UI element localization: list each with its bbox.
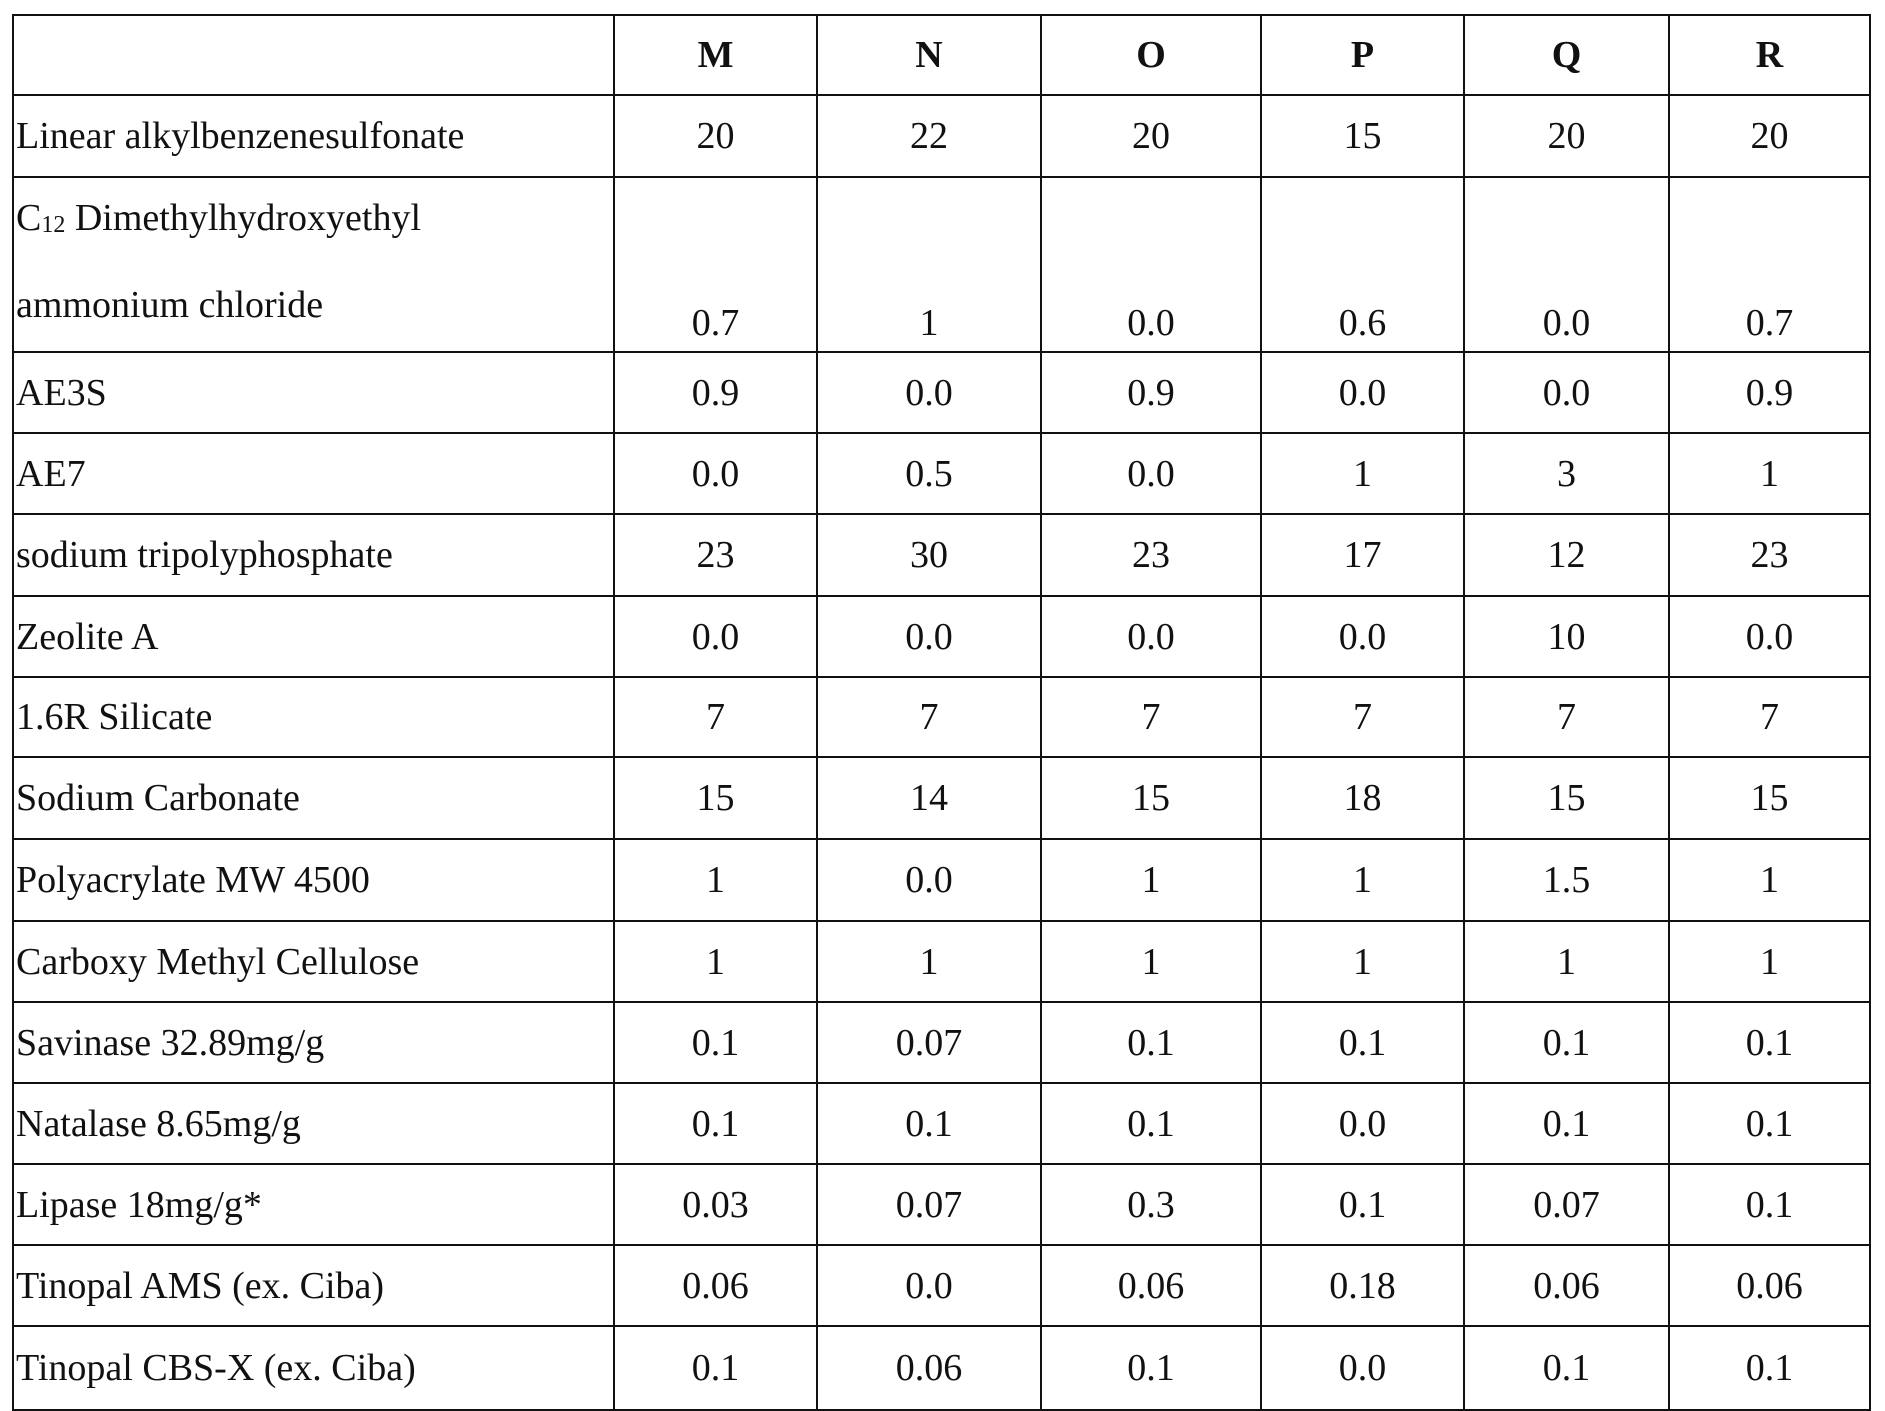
row-label: Sodium Carbonate <box>13 757 614 839</box>
table-row <box>13 95 1870 177</box>
cell-value: 1 <box>1041 839 1261 921</box>
cell-value: 1 <box>1669 433 1870 514</box>
cell-value: 0.1 <box>1669 1326 1870 1410</box>
cell-value: 20 <box>614 95 817 177</box>
column-header: Q <box>1464 15 1669 95</box>
cell-value: 23 <box>1041 514 1261 596</box>
cell-value: 0.0 <box>1041 177 1261 352</box>
cell-value: 20 <box>1041 95 1261 177</box>
label-line1: Dimethylhydroxyethyl <box>65 197 421 239</box>
cell-value: 14 <box>817 757 1041 839</box>
cell-value: 1 <box>614 839 817 921</box>
label-line2: ammonium chloride <box>16 284 323 326</box>
table-row <box>13 177 1870 352</box>
table-row <box>13 1002 1870 1083</box>
cell-value: 0.0 <box>817 839 1041 921</box>
cell-value: 20 <box>1669 95 1870 177</box>
row-label: AE3S <box>13 352 614 433</box>
cell-value: 12 <box>1464 514 1669 596</box>
column-header: P <box>1261 15 1464 95</box>
cell-value: 0.06 <box>1041 1245 1261 1326</box>
cell-value: 0.0 <box>817 352 1041 433</box>
cell-value: 15 <box>614 757 817 839</box>
table-row <box>13 839 1870 921</box>
cell-value: 17 <box>1261 514 1464 596</box>
cell-value: 0.1 <box>1669 1164 1870 1245</box>
table-row <box>13 1164 1870 1245</box>
cell-value: 23 <box>614 514 817 596</box>
cell-value: 0.0 <box>1041 433 1261 514</box>
table-row <box>13 757 1870 839</box>
row-label: AE7 <box>13 433 614 514</box>
cell-value: 7 <box>1464 677 1669 757</box>
cell-value: 0.6 <box>1261 177 1464 352</box>
table-row <box>13 1083 1870 1164</box>
table-row <box>13 1245 1870 1326</box>
row-label: 1.6R Silicate <box>13 677 614 757</box>
cell-value: 23 <box>1669 514 1870 596</box>
cell-value: 0.07 <box>817 1002 1041 1083</box>
cell-value: 0.1 <box>1669 1083 1870 1164</box>
table-row <box>13 921 1870 1002</box>
cell-value: 7 <box>1041 677 1261 757</box>
cell-value: 15 <box>1464 757 1669 839</box>
cell-value: 0.9 <box>1041 352 1261 433</box>
cell-value: 1 <box>1669 839 1870 921</box>
cell-value: 0.0 <box>614 433 817 514</box>
row-label: Savinase 32.89mg/g <box>13 1002 614 1083</box>
column-header <box>13 15 614 95</box>
cell-value: 0.1 <box>1041 1083 1261 1164</box>
row-label: Lipase 18mg/g* <box>13 1164 614 1245</box>
cell-value: 0.06 <box>1464 1245 1669 1326</box>
table-row <box>13 677 1870 757</box>
table-row <box>13 596 1870 677</box>
cell-value: 1 <box>1261 921 1464 1002</box>
cell-value: 7 <box>1669 677 1870 757</box>
cell-value: 0.0 <box>614 596 817 677</box>
table-row <box>13 352 1870 433</box>
cell-value: 15 <box>1041 757 1261 839</box>
cell-value: 18 <box>1261 757 1464 839</box>
cell-value: 0.1 <box>1261 1164 1464 1245</box>
column-header: R <box>1669 15 1870 95</box>
label-subscript: 12 <box>41 212 65 238</box>
row-label: Linear alkylbenzenesulfonate <box>13 95 614 177</box>
cell-value: 0.0 <box>817 596 1041 677</box>
cell-value: 0.03 <box>614 1164 817 1245</box>
cell-value: 22 <box>817 95 1041 177</box>
cell-value: 7 <box>817 677 1041 757</box>
cell-value: 0.1 <box>1464 1326 1669 1410</box>
cell-value: 1 <box>614 921 817 1002</box>
cell-value: 7 <box>1261 677 1464 757</box>
cell-value: 0.1 <box>1041 1002 1261 1083</box>
cell-value: 0.7 <box>614 177 817 352</box>
cell-value: 0.18 <box>1261 1245 1464 1326</box>
cell-value: 20 <box>1464 95 1669 177</box>
row-label: Tinopal CBS-X (ex. Ciba) <box>13 1326 614 1410</box>
cell-value: 0.0 <box>1669 596 1870 677</box>
cell-value: 1 <box>1261 433 1464 514</box>
cell-value: 1 <box>1041 921 1261 1002</box>
formulation-table <box>12 14 1871 1411</box>
cell-value: 0.07 <box>1464 1164 1669 1245</box>
table-row <box>13 433 1870 514</box>
cell-value: 0.1 <box>614 1083 817 1164</box>
row-label: Natalase 8.65mg/g <box>13 1083 614 1164</box>
cell-value: 7 <box>614 677 817 757</box>
cell-value: 0.1 <box>817 1083 1041 1164</box>
cell-value: 0.07 <box>817 1164 1041 1245</box>
row-label: Tinopal AMS (ex. Ciba) <box>13 1245 614 1326</box>
row-label: Zeolite A <box>13 596 614 677</box>
cell-value: 1 <box>817 177 1041 352</box>
cell-value: 0.06 <box>614 1245 817 1326</box>
cell-value: 0.0 <box>817 1245 1041 1326</box>
row-label: sodium tripolyphosphate <box>13 514 614 596</box>
cell-value: 0.9 <box>614 352 817 433</box>
cell-value: 0.1 <box>1464 1083 1669 1164</box>
cell-value: 0.06 <box>817 1326 1041 1410</box>
row-label: Carboxy Methyl Cellulose <box>13 921 614 1002</box>
cell-value: 1.5 <box>1464 839 1669 921</box>
cell-value: 0.3 <box>1041 1164 1261 1245</box>
cell-value: 0.1 <box>614 1326 817 1410</box>
cell-value: 0.0 <box>1261 1083 1464 1164</box>
cell-value: 0.0 <box>1261 352 1464 433</box>
cell-value: 0.5 <box>817 433 1041 514</box>
cell-value: 0.9 <box>1669 352 1870 433</box>
cell-value: 1 <box>1669 921 1870 1002</box>
cell-value: 30 <box>817 514 1041 596</box>
header-row <box>13 15 1870 95</box>
cell-value: 0.0 <box>1464 352 1669 433</box>
cell-value: 0.06 <box>1669 1245 1870 1326</box>
column-header: O <box>1041 15 1261 95</box>
cell-value: 15 <box>1669 757 1870 839</box>
cell-value: 0.1 <box>1041 1326 1261 1410</box>
column-header: N <box>817 15 1041 95</box>
cell-value: 10 <box>1464 596 1669 677</box>
cell-value: 3 <box>1464 433 1669 514</box>
cell-value: 0.1 <box>1261 1002 1464 1083</box>
table-row <box>13 514 1870 596</box>
cell-value: 1 <box>1464 921 1669 1002</box>
cell-value: 0.1 <box>1464 1002 1669 1083</box>
cell-value: 15 <box>1261 95 1464 177</box>
cell-value: 1 <box>1261 839 1464 921</box>
column-header: M <box>614 15 817 95</box>
table-row <box>13 1326 1870 1410</box>
cell-value: 1 <box>817 921 1041 1002</box>
cell-value: 0.0 <box>1041 596 1261 677</box>
cell-value: 0.1 <box>614 1002 817 1083</box>
row-label: Polyacrylate MW 4500 <box>13 839 614 921</box>
label-prefix: C <box>16 197 41 239</box>
cell-value: 0.0 <box>1261 596 1464 677</box>
row-label <box>13 177 614 352</box>
cell-value: 0.0 <box>1261 1326 1464 1410</box>
cell-value: 0.1 <box>1669 1002 1870 1083</box>
cell-value: 0.0 <box>1464 177 1669 352</box>
cell-value: 0.7 <box>1669 177 1870 352</box>
